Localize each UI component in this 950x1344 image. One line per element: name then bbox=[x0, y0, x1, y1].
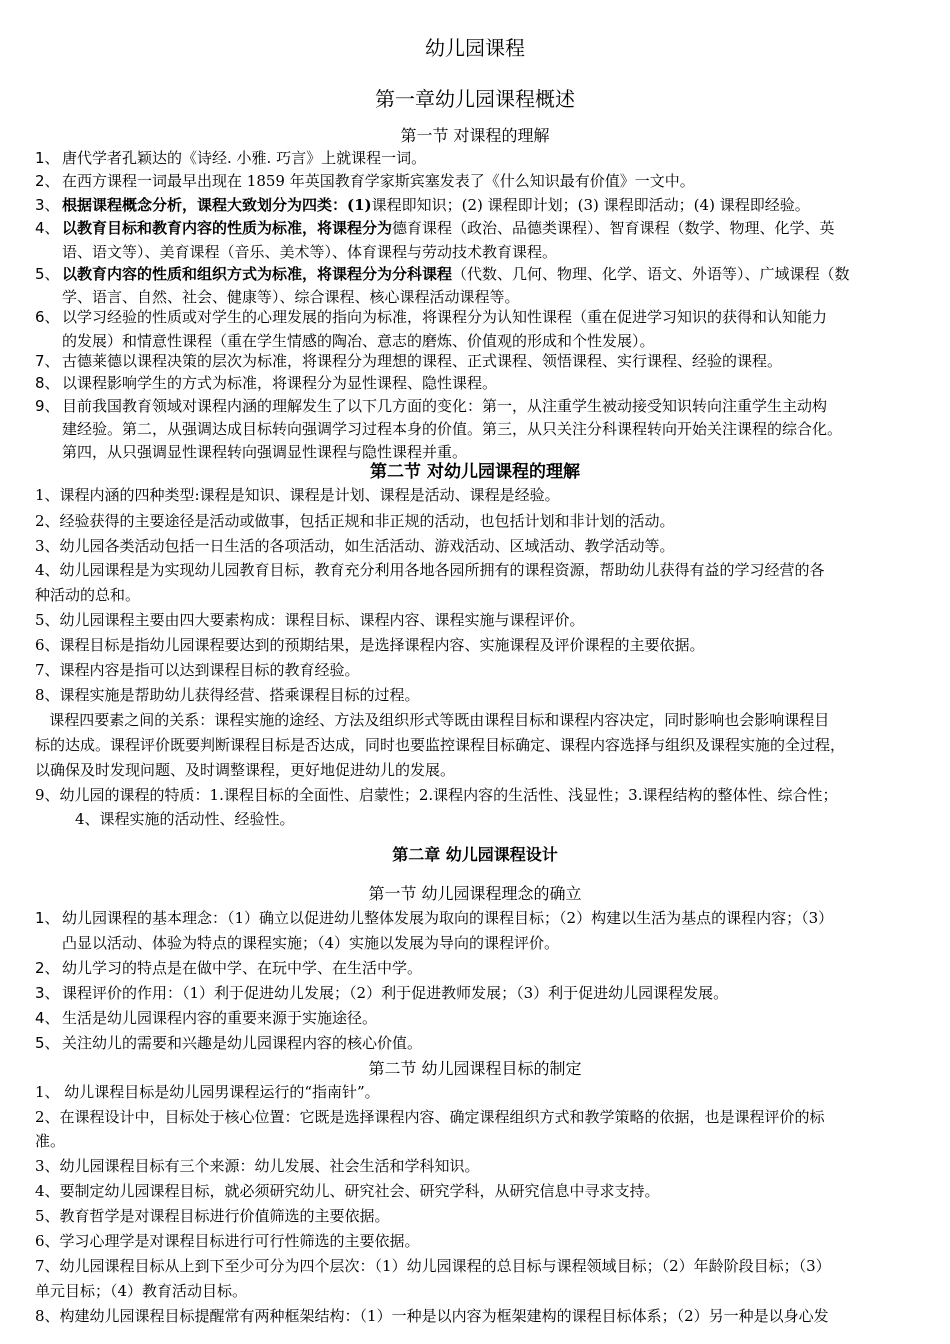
item-text: 以课程影响学生的方式为标准，将课程分为显性课程、隐性课程。 bbox=[62, 374, 498, 392]
item-number: 1、 bbox=[35, 149, 60, 167]
item-continuation: 凸显以活动、体验为特点的课程实施；（4）实施以发展为导向的课程评价。 bbox=[62, 934, 560, 952]
item-text: 课程评价的作用：（1）利于促进幼儿发展；（2）利于促进教师发展；（3）利于促进幼儿园课程发展。 bbox=[62, 984, 729, 1002]
item-number: 4、 bbox=[35, 219, 60, 237]
body-line: 4、课程实施的活动性、经验性。 bbox=[75, 810, 295, 828]
item-continuation: 第四，从只强调显性课程转向强调显性课程与隐性课程并重。 bbox=[62, 443, 468, 461]
item-continuation: 学、语言、自然、社会、健康等）、综合课程、核心课程活动课程等。 bbox=[62, 288, 520, 306]
body-line: 2、经验获得的主要途径是活动或做事，包括正规和非正规的活动，也包括计划和非计划的活动。 bbox=[35, 512, 675, 530]
body-line: 7、幼儿园课程目标从上到下至少可分为四个层次：（1）幼儿园课程的总目标与课程领域目标；（2）年龄阶段目标；（3） bbox=[35, 1257, 831, 1275]
body-line: 6、学习心理学是对课程目标进行可行性筛选的主要依据。 bbox=[35, 1232, 420, 1250]
chapter-1-heading: 第一章幼儿园课程概述 bbox=[375, 87, 575, 111]
body-line: 3、幼儿园课程目标有三个来源：幼儿发展、社会生活和学科知识。 bbox=[35, 1157, 480, 1175]
item-continuation: 语、语文等）、美育课程（音乐、美术等）、体育课程与劳动技术教育课程。 bbox=[62, 243, 558, 261]
section-2-2-heading: 第二节 幼儿园课程目标的制定 bbox=[368, 1059, 582, 1078]
body-line: 6、课程目标是指幼儿园课程要达到的预期结果，是选择课程内容、实施课程及评价课程的主要依据。 bbox=[35, 636, 705, 654]
body-line: 以确保及时发现问题、及时调整课程，更好地促进幼儿的发展。 bbox=[35, 761, 456, 779]
body-line: 5、教育哲学是对课程目标进行价值筛选的主要依据。 bbox=[35, 1207, 390, 1225]
body-line: 5、幼儿园课程主要由四大要素构成：课程目标、课程内容、课程实施与课程评价。 bbox=[35, 611, 585, 629]
item-text: 生活是幼儿园课程内容的重要来源于实施途径。 bbox=[62, 1009, 378, 1027]
item-rest-text: （代数、几何、物理、化学、语文、外语等）、广域课程（数 bbox=[452, 265, 850, 283]
item-number: 9、 bbox=[35, 397, 60, 415]
body-line: 课程四要素之间的关系：课程实施的途经、方法及组织形式等既由课程目标和课程内容决定，同时影响也会影响课程目 bbox=[35, 711, 830, 729]
item-number: 2、 bbox=[35, 172, 60, 190]
section-1-2-heading: 第二节 对幼儿园课程的理解 bbox=[370, 462, 580, 482]
item-continuation: 建经验。第二，从强调达成目标转向强调学习过程本身的价值。第三，从只关注分科课程转向开始关注课程的综合化。 bbox=[62, 420, 843, 438]
item-text bbox=[62, 263, 850, 284]
item-text: 幼儿学习的特点是在做中学、在玩中学、在生活中学。 bbox=[62, 959, 423, 977]
body-line: 准。 bbox=[35, 1132, 66, 1150]
item-number: 3、 bbox=[35, 196, 60, 214]
item-text: 古德莱德以课程决策的层次为标准，将课程分为理想的课程、正式课程、领悟课程、实行课程、经验的课程。 bbox=[62, 352, 783, 370]
body-line: 标的达成。课程评价既要判断课程目标是否达成，同时也要监控课程目标确定、课程内容选择与组织及课程实施的全过程， bbox=[35, 736, 846, 754]
body-line: 1、课程内涵的四种类型:课程是知识、课程是计划、课程是活动、课程是经验。 bbox=[35, 486, 560, 504]
body-line: 单元目标；（4）教育活动目标。 bbox=[35, 1282, 248, 1300]
body-line: 4、幼儿园课程是为实现幼儿园教育目标，教育充分利用各地各园所拥有的课程资源，帮助幼儿获得有益的学习经营的各 bbox=[35, 561, 825, 579]
item-number: 2、 bbox=[35, 959, 60, 977]
item-number: 5、 bbox=[35, 265, 60, 283]
item-number: 4、 bbox=[35, 1009, 60, 1027]
item-continuation: 的发展）和情意性课程（重在学生情感的陶冶、意志的磨炼、价值观的形成和个性发展）。 bbox=[62, 332, 655, 350]
item-number: 5、 bbox=[35, 1034, 60, 1052]
item-rest-text: 德育课程（政治、品德类课程）、智育课程（数学、物理、化学、英 bbox=[392, 219, 835, 237]
body-line: 7、课程内容是指可以达到课程目标的教育经验。 bbox=[35, 661, 360, 679]
item-text: 幼儿园课程的基本理念：（1）确立以促进幼儿整体发展为取向的课程目标；（2）构建以生活为基点的课程内容；（3） bbox=[62, 909, 834, 927]
item-text: 关注幼儿的需要和兴趣是幼儿园课程内容的核心价值。 bbox=[62, 1034, 423, 1052]
body-line: 3、幼儿园各类活动包括一日生活的各项活动，如生活活动、游戏活动、区域活动、教学活动等。 bbox=[35, 537, 675, 555]
item-bold-text: 根据课程概念分析，课程大致划分为四类：(1) bbox=[62, 196, 372, 214]
body-line: 8、课程实施是帮助幼儿获得经营、搭乘课程目标的过程。 bbox=[35, 686, 420, 704]
body-line: 4、要制定幼儿园课程目标，就必须研究幼儿、研究社会、研究学科，从研究信息中寻求支持。 bbox=[35, 1182, 660, 1200]
item-text: 目前我国教育领域对课程内涵的理解发生了以下几方面的变化：第一，从注重学生被动接受知识转向注重学生主动构 bbox=[62, 397, 828, 415]
item-text: 在西方课程一词最早出现在 1859 年英国教育学家斯宾塞发表了《什么知识最有价值》一文中。 bbox=[62, 172, 695, 190]
item-rest-text: 课程即知识；(2) 课程即计划；(3) 课程即活动；(4) 课程即经验。 bbox=[371, 196, 810, 214]
body-line: 2、在课程设计中，目标处于核心位置：它既是选择课程内容、确定课程组织方式和教学策略的依据，也是课程评价的标 bbox=[35, 1108, 825, 1126]
section-2-1-heading: 第一节 幼儿园课程理念的确立 bbox=[368, 884, 582, 903]
document-title: 幼儿园课程 bbox=[425, 36, 525, 60]
item-number: 8、 bbox=[35, 374, 60, 392]
item-number: 7、 bbox=[35, 352, 60, 370]
item-text: 以学习经验的性质或对学生的心理发展的指向为标准，将课程分为认知性课程（重在促进学习知识的获得和认知能力 bbox=[62, 308, 828, 326]
body-line: 8、构建幼儿园课程目标提醒常有两种框架结构：（1）一种是以内容为框架建构的课程目标体系；（2）另一种是以身心发 bbox=[35, 1307, 829, 1325]
item-number: 3、 bbox=[35, 984, 60, 1002]
item-bold-text: 以教育目标和教育内容的性质为标准，将课程分为 bbox=[62, 219, 393, 237]
item-number: 6、 bbox=[35, 308, 60, 326]
body-line: 1、 幼儿课程目标是幼儿园男课程运行的“指南针”。 bbox=[35, 1083, 380, 1101]
body-line: 种活动的总和。 bbox=[35, 586, 141, 604]
item-number: 1、 bbox=[35, 909, 60, 927]
section-1-1-heading: 第一节 对课程的理解 bbox=[400, 126, 550, 145]
body-line: 9、幼儿园的课程的特质：1.课程目标的全面性、启蒙性；2.课程内容的生活性、浅显性；3.课程结构的整体性、综合性； bbox=[35, 786, 838, 804]
item-bold-text: 以教育内容的性质和组织方式为标准，将课程分为分科课程 bbox=[62, 265, 453, 283]
item-text bbox=[62, 217, 835, 238]
chapter-2-heading: 第二章 幼儿园课程设计 bbox=[392, 845, 558, 864]
item-text bbox=[62, 194, 810, 215]
item-text: 唐代学者孔颖达的《诗经. 小雅. 巧言》上就课程一词。 bbox=[62, 149, 427, 167]
